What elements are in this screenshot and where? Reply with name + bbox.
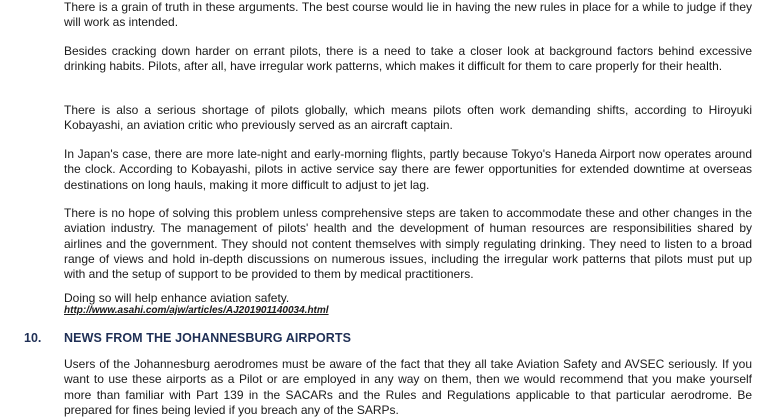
paragraph-drinking-habits: Besides cracking down harder on errant pilots, there is a need to take a closer look at background factors behind excessive drinking habits. Pilots, after all, have irregular work patterns, which makes it difficult for them to care properly for their health.	[64, 44, 752, 74]
paragraph-japan-flights: In Japan's case, there are more late-night and early-morning flights, partly because Tokyo's Haneda Airport now operates around the clock. According to Kobayashi, pilots in active service say there are fewer opportunities for extended downtime at overseas destinations on long hauls, making it more difficult to adjust to jet lag.	[64, 147, 752, 192]
paragraph-pilot-shortage: There is also a serious shortage of pilots globally, which means pilots often work demanding shifts, according to Hiroyuki Kobayashi, an aviation critic who previously served as an aircraft captain.	[64, 103, 752, 133]
paragraph-johannesburg-users: Users of the Johannesburg aerodromes must be aware of the fact that they all take Aviation Safety and AVSEC seriously. If you want to use these airports as a Pilot or are employed in any way on them, then we would recommend that you make yourself more than familiar with Part 139 in the SACARs and the Rules and Regulations applicable to that particular aerodrome. Be prepared for fines being levied if you breach any of the SARPs.	[64, 357, 752, 417]
section-number: 10.	[24, 331, 42, 345]
source-link[interactable]: http://www.asahi.com/ajw/articles/AJ201901140034.html	[64, 305, 329, 316]
paragraph-aviation-safety: Doing so will help enhance aviation safety.	[64, 291, 290, 305]
paragraph-grain-of-truth: There is a grain of truth in these arguments. The best course would lie in having the new rules in place for a while to judge if they will work as intended.	[64, 0, 752, 30]
section-heading: NEWS FROM THE JOHANNESBURG AIRPORTS	[64, 331, 352, 345]
paragraph-comprehensive-steps: There is no hope of solving this problem unless comprehensive steps are taken to accommodate these and other changes in the aviation industry. The management of pilots' health and the development of human resources are responsibilities shared by airlines and the government. They should not content themselves with simply regulating drinking. They need to listen to a broad range of views and hold in-depth discussions on numerous issues, including the irregular work patterns that pilots must put up with and the setup of support to be provided to them by medical practitioners.	[64, 206, 752, 282]
